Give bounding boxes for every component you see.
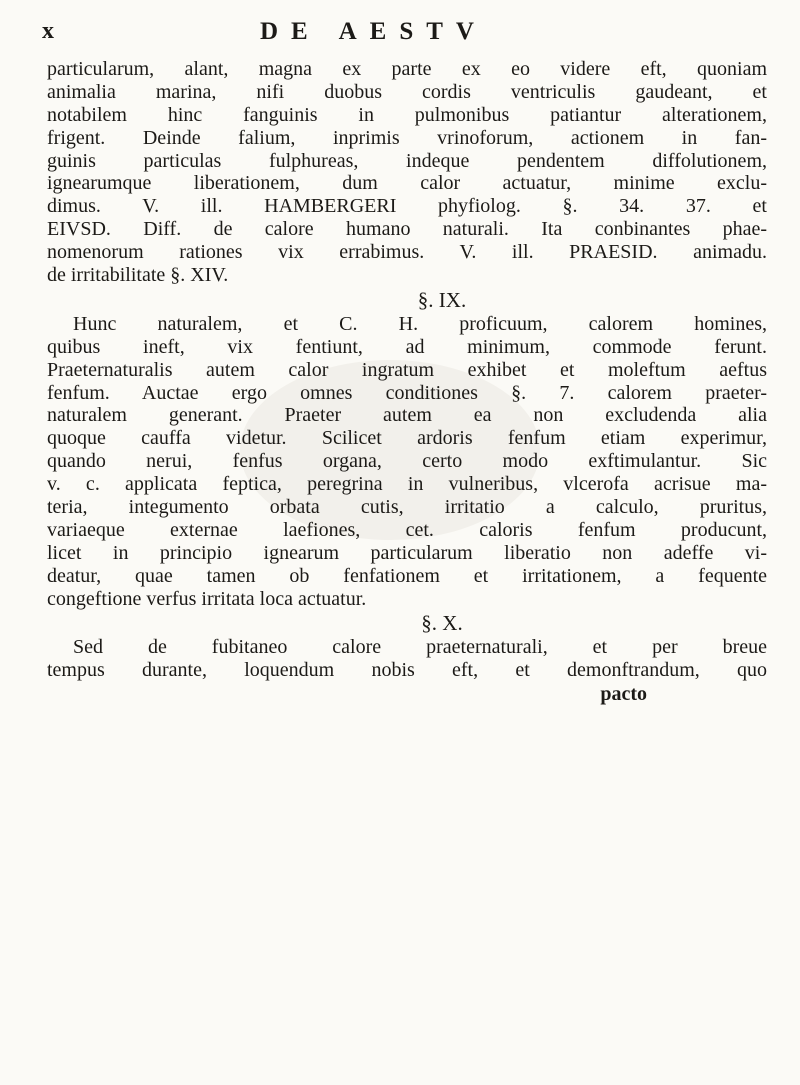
text-line: de irritabilitate §. XIV. [47,264,229,287]
text-line: Sed de fubitaneo calore praeternaturali, et per breue [73,636,767,659]
text-line: dimus. V. ill. HAMBERGERI phyfiolog. §. 34. 37. et [47,195,767,218]
text-line: quibus ineft, vix fentiunt, ad minimum, commode ferunt. [47,335,767,358]
text-line: teria, integumento orbata cutis, irritatio a calculo, pruritus, [47,496,767,519]
text-line: licet in principio ignearum particularum liberatio non adeffe vi- [47,541,767,564]
text-line: v. c. applicata feptica, peregrina in vulneribus, vlcerofa acrisue ma- [47,473,767,496]
text-line: deatur, quae tamen ob fenfationem et irritationem, a fequente [47,564,767,587]
body-text [47,58,767,706]
text-line: notabilem hinc fanguinis in pulmonibus patiantur alterationem, [47,103,767,126]
page-number: x [42,18,55,44]
paragraph [47,313,767,611]
page-header [42,12,760,52]
text-line: particularum, alant, magna ex parte ex eo videre eft, quoniam [47,58,767,80]
text-line: quoque cauffa videtur. Scilicet ardoris fenfum etiam experimur, [47,427,767,450]
section-heading: §. X. [421,611,463,636]
running-head: DE AESTV [260,18,487,45]
section-heading: §. IX. [417,287,467,312]
paragraph [47,636,767,682]
text-line: quando nerui, fenfus organa, certo modo exftimulantur. Sic [47,450,767,473]
text-line: ignearumque liberationem, dum calor actuatur, minime exclu- [47,172,767,195]
text-line: tempus durante, loquendum nobis eft, et demonftrandum, quo [47,659,767,682]
text-line: naturalem generant. Praeter autem ea non excludenda alia [47,404,767,427]
text-line: fenfum. Auctae ergo omnes conditiones §. 7. calorem praeter- [47,381,767,404]
text-line: variaeque externae laefiones, cet. caloris fenfum producunt, [47,518,767,541]
text-line: EIVSD. Diff. de calore humano naturali. Ita conbinantes phae- [47,218,767,241]
text-line: Hunc naturalem, et C. H. proficuum, calorem homines, [73,312,767,335]
catchword: pacto [600,683,647,706]
text-line: animalia marina, nifi duobus cordis ventriculis gaudeant, et [47,80,767,103]
text-line: frigent. Deinde falium, inprimis vrinoforum, actionem in fan- [47,126,767,149]
text-line: nomenorum rationes vix errabimus. V. ill. PRAESID. animadu. [47,241,767,264]
text-line: Praeternaturalis autem calor ingratum exhibet et moleftum aeftus [47,358,767,381]
text-line: congeftione verfus irritata loca actuatur. [47,587,367,610]
text-line: guinis particulas fulphureas, indeque pendentem diffolutionem, [47,149,767,172]
paragraph [47,58,767,287]
